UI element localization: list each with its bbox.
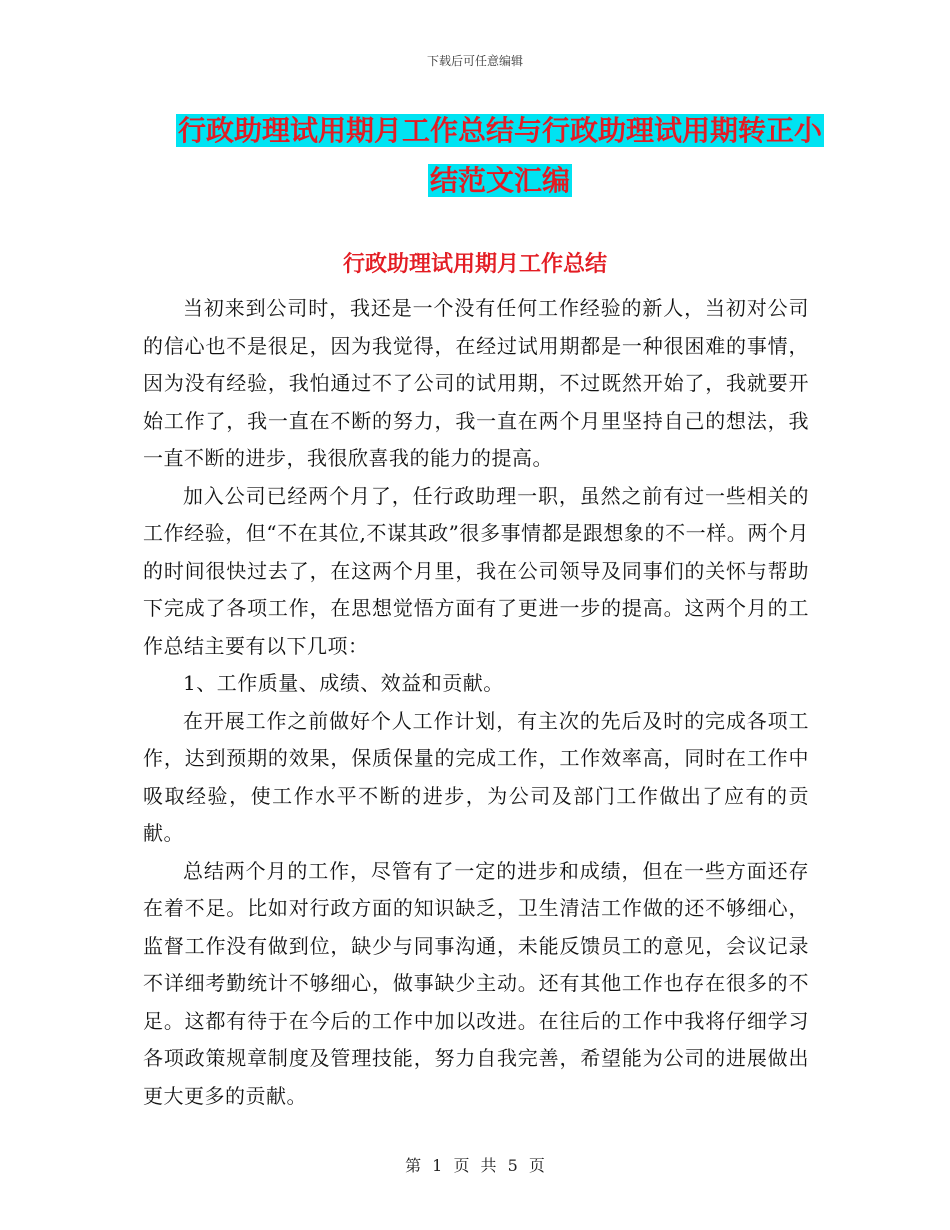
paragraph-1: 当初来到公司时，我还是一个没有任何工作经验的新人，当初对公司的信心也不是很足，因为我觉得，在经过试用期都是一种很困难的事情，因为没有经验，我怕通过不了公司的试用期，不过既然开始了，我就要开始工作了，我一直在不断的努力，我一直在两个月里坚持自己的想法，我一直不断的进步，我很欣喜我的能力的提高。 [143,296,809,470]
section-title: 行政助理试用期月工作总结 [342,252,607,277]
paragraph-2: 加入公司已经两个月了，任行政助理一职，虽然之前有过一些相关的工作经验，但“不在其位,不谋其政”很多事情都是跟想象的不一样。两个月的时间很快过去了，在这两个月里，我在公司领导及同事们的关怀与帮助下完成了各项工作，在思想觉悟方面有了更进一步的提高。这两个月的工作总结主要有以下几项： [143,483,809,658]
title-line-1: 行政助理试用期月工作总结与行政助理试用期转正小 [177,114,822,147]
paragraph-3: 1、工作质量、成绩、效益和贡献。 [183,671,504,695]
paragraph-4: 在开展工作之前做好个人工作计划，有主次的先后及时的完成各项工作，达到预期的效果，保质保量的完成工作，工作效率高，同时在工作中吸取经验，使工作水平不断的进步，为公司及部门工作做出了应有的贡献。 [143,708,809,845]
document-title [150,106,850,206]
paragraph-5: 总结两个月的工作，尽管有了一定的进步和成绩，但在一些方面还存在着不足。比如对行政方面的知识缺乏，卫生清洁工作做的还不够细心，监督工作没有做到位，缺少与同事沟通，未能反馈员工的意见，会议记录不详细考勤统计不够细心，做事缺少主动。还有其他工作也存在很多的不足。这都有待于在今后的工作中加以改进。在往后的工作中我将仔细学习各项政策规章制度及管理技能，努力自我完善，希望能为公司的进展做出更大更多的贡献。 [143,858,809,1108]
page-number-footer: 第 1 页 共 5 页 [405,1156,545,1175]
title-line-2: 结范文汇编 [429,164,570,197]
document-body [143,290,809,1115]
page-header-note: 下载后可任意编辑 [426,54,523,68]
